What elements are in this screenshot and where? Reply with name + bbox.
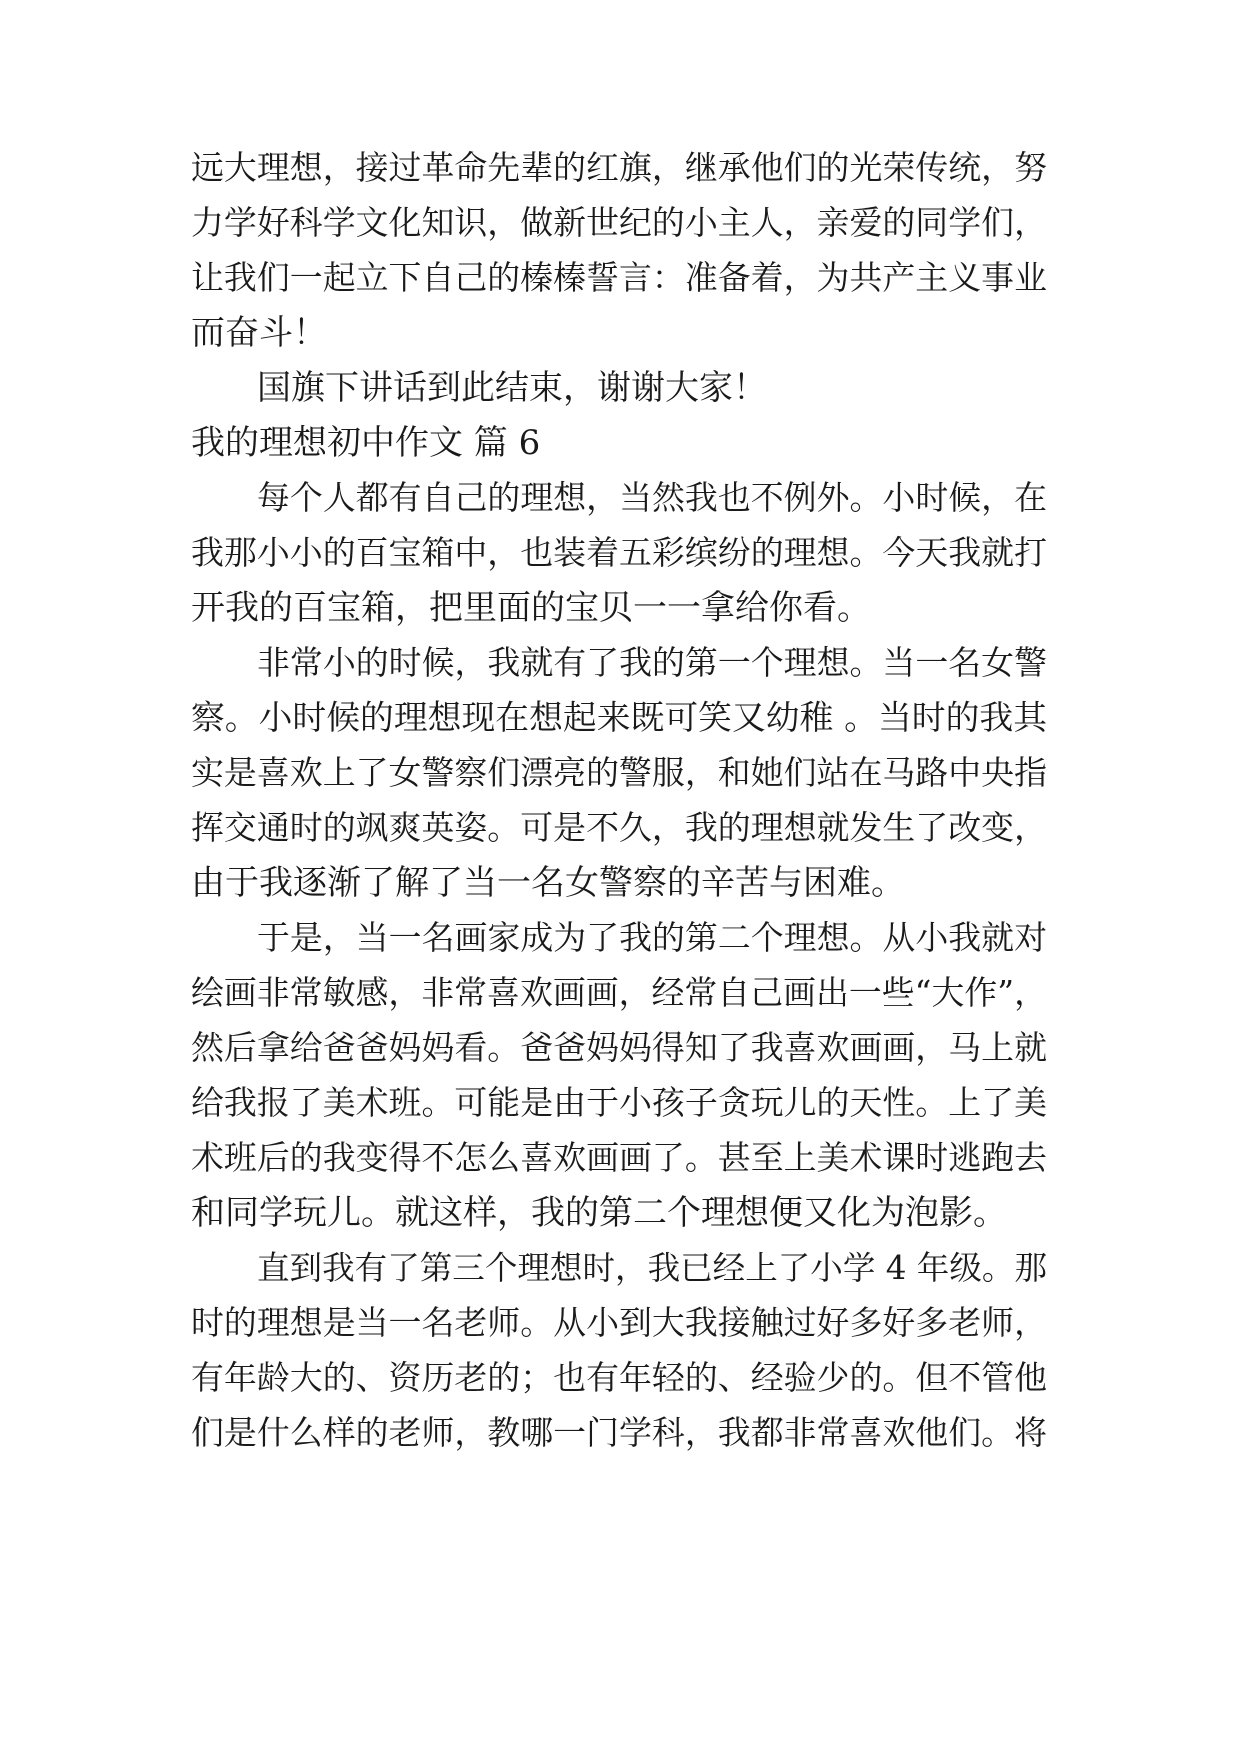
paragraph-line: 挥交通时的飒爽英姿。可是不久，我的理想就发生了改变，	[191, 808, 1047, 847]
paragraph-line: 和同学玩儿。就这样，我的第二个理想便又化为泡影。	[191, 1193, 1007, 1233]
paragraph-line: 每个人都有自己的理想，当然我也不例外。小时候，在	[257, 478, 1047, 517]
paragraph-line: 由于我逐渐了解了当一名女警察的辛苦与困难。	[191, 863, 905, 903]
paragraph-line: 术班后的我变得不怎么喜欢画画了。甚至上美术课时逃跑去	[191, 1138, 1047, 1177]
paragraph-line: 时的理想是当一名老师。从小到大我接触过好多好多老师，	[191, 1303, 1047, 1342]
paragraph-line: 有年龄大的、资历老的；也有年轻的、经验少的。但不管他	[191, 1358, 1047, 1397]
paragraph-line: 让我们一起立下自己的榛榛誓言：准备着，为共产主义事业	[191, 258, 1047, 297]
paragraph-line: 远大理想，接过革命先辈的红旗，继承他们的光荣传统，努	[191, 148, 1047, 187]
paragraph-line: 直到我有了第三个理想时，我已经上了小学 4 年级。那	[257, 1249, 1047, 1287]
paragraph-line: 给我报了美术班。可能是由于小孩子贪玩儿的天性。上了美	[191, 1083, 1047, 1122]
paragraph-line: 我那小小的百宝箱中，也装着五彩缤纷的理想。今天我就打	[191, 533, 1047, 572]
paragraph-line: 国旗下讲话到此结束，谢谢大家！	[257, 368, 767, 408]
paragraph-line: 非常小的时候，我就有了我的第一个理想。当一名女警	[257, 643, 1047, 682]
paragraph-line: 们是什么样的老师，教哪一门学科，我都非常喜欢他们。将	[191, 1413, 1047, 1452]
paragraph-line: 而奋斗！	[191, 313, 327, 353]
paragraph-line: 开我的百宝箱，把里面的宝贝一一拿给你看。	[191, 588, 871, 628]
paragraph-line: 然后拿给爸爸妈妈看。爸爸妈妈得知了我喜欢画画，马上就	[191, 1028, 1047, 1067]
paragraph-line: 绘画非常敏感，非常喜欢画画，经常自己画出一些“大作”，	[191, 973, 1047, 1012]
paragraph-line: 力学好科学文化知识，做新世纪的小主人，亲爱的同学们，	[191, 203, 1047, 242]
section-heading: 我的理想初中作文 篇 6	[191, 423, 541, 463]
paragraph-line: 察。小时候的理想现在想起来既可笑又幼稚 。当时的我其	[191, 698, 1047, 737]
paragraph-line: 于是，当一名画家成为了我的第二个理想。从小我就对	[257, 918, 1047, 957]
paragraph-line: 实是喜欢上了女警察们漂亮的警服，和她们站在马路中央指	[191, 753, 1047, 792]
